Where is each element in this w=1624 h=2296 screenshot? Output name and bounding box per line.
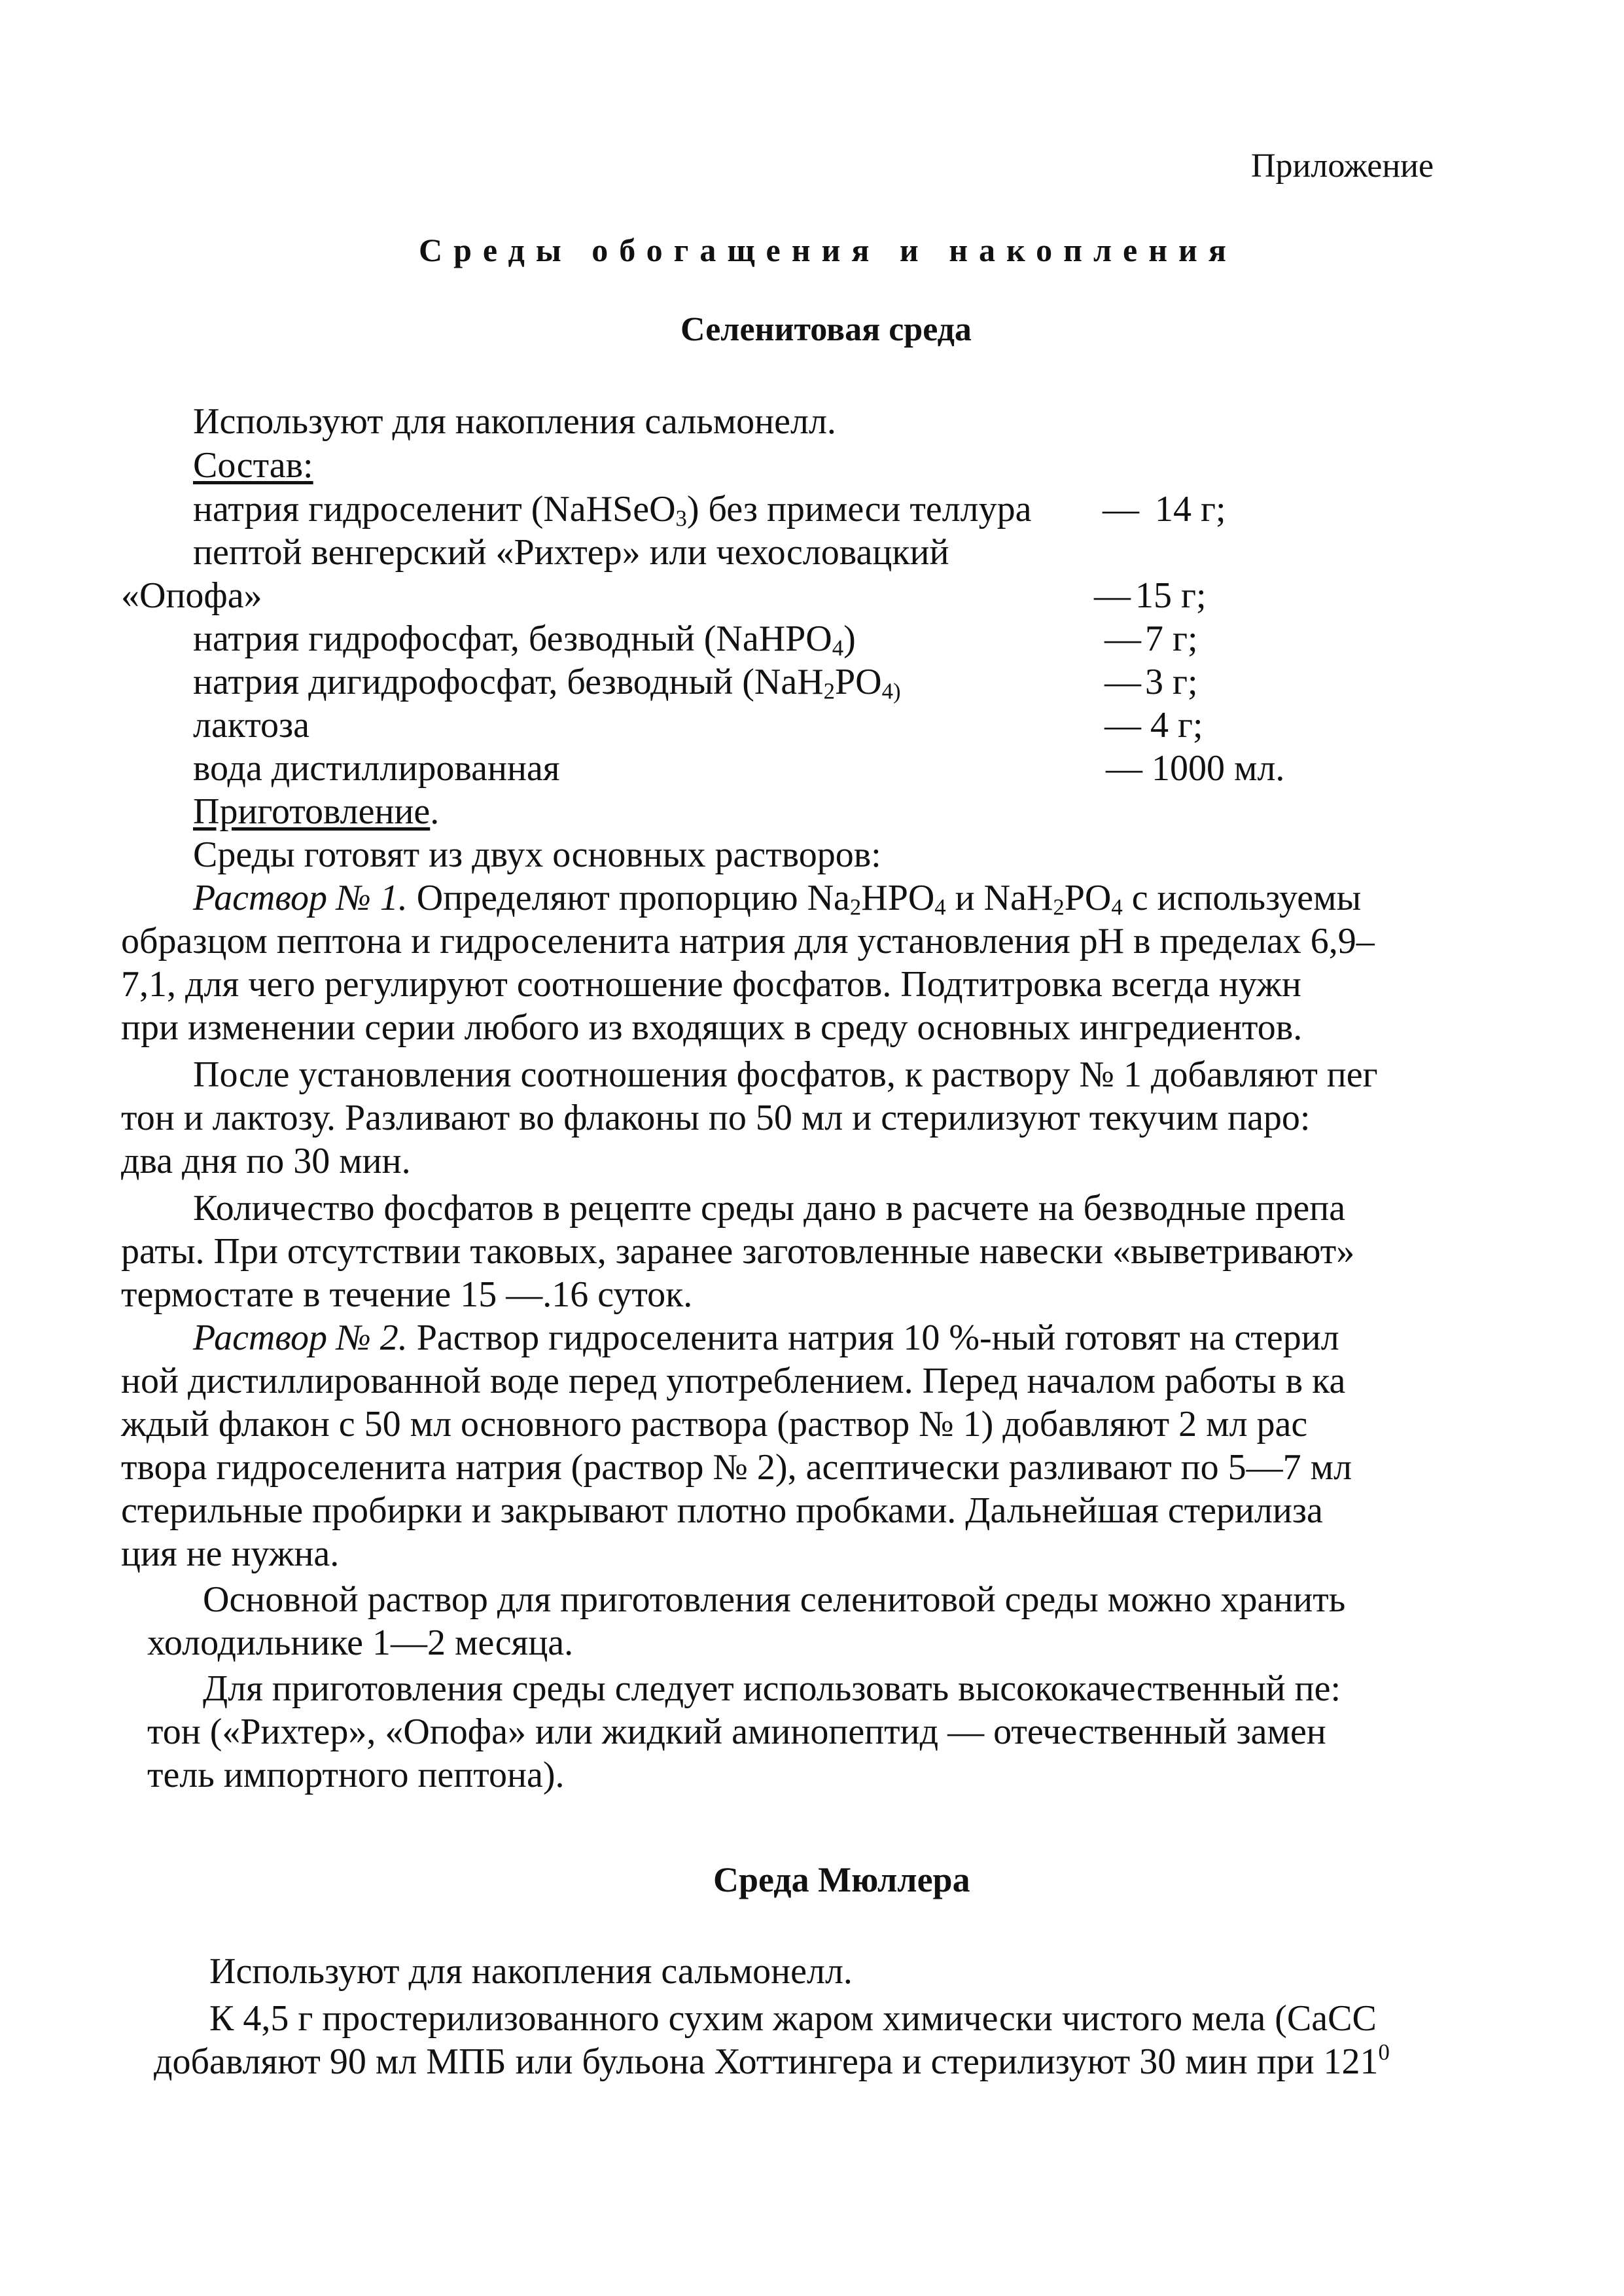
- paragraph-line: К 4,5 г простерилизованного сухим жаром химически чистого мела (CaCC: [209, 1998, 1377, 2039]
- paragraph-line: два дня по 30 мин.: [121, 1141, 411, 1181]
- appendix-label: Приложение: [1251, 147, 1434, 185]
- muller-usage: Используют для накопления сальмонелл.: [209, 1951, 853, 1992]
- paragraph-line: тон и лактозу. Разливают во флаконы по 50 мл и стерилизуют текучим паро:: [121, 1098, 1311, 1138]
- paragraph-line: раты. При отсутствии таковых, заранее заготовленные навески «выветривают»: [121, 1231, 1355, 1272]
- composition-dash: —: [1094, 575, 1131, 616]
- composition-amount: 3 г;: [1145, 662, 1198, 702]
- composition-item: натрия дигидрофосфат, безводный ($NaH_2PO_{4)}$: [193, 662, 901, 704]
- composition-amount: 1000 мл.: [1152, 748, 1285, 789]
- composition-item: вода дистиллированная: [193, 748, 560, 789]
- paragraph-line: ной дистиллированной воде перед употреблением. Перед началом работы в ка: [121, 1361, 1346, 1401]
- section-title-muller: Среда Мюллера: [713, 1860, 970, 1899]
- paragraph-line: Для приготовления среды следует использовать высококачественный пе:: [203, 1668, 1341, 1709]
- paragraph-line: стерильные пробирки и закрывают плотно пробками. Дальнейшая стерилиза: [121, 1490, 1323, 1531]
- composition-item: лактоза: [193, 705, 309, 745]
- composition-amount: 4 г;: [1150, 705, 1203, 745]
- solution-2-line: Раствор № 2. Раствор гидроселенита натрия 10 %-ный готовят на стерил: [193, 1318, 1339, 1358]
- composition-dash: —: [1104, 662, 1141, 702]
- solution-1-line: Раствор № 1. Определяют пропорцию $Na_2HPO_4$ и $NaH_2PO_4$ с используемы: [193, 878, 1362, 920]
- paragraph-line: После установления соотношения фосфатов, к раствору № 1 добавляют пег: [193, 1054, 1378, 1095]
- composition-item: «Опофа»: [121, 575, 262, 616]
- selenite-usage: Используют для накопления сальмонелл.: [193, 401, 836, 442]
- paragraph-line: 7,1, для чего регулируют соотношение фосфатов. Подтитровка всегда нужн: [121, 964, 1301, 1005]
- composition-amount: 15 г;: [1135, 575, 1207, 616]
- composition-amount: 14 г;: [1155, 489, 1226, 529]
- preparation-label: Приготовление.: [193, 791, 440, 832]
- composition-dash: —: [1103, 489, 1139, 529]
- composition-item: пептой венгерский «Рихтер» или чехословацкий: [193, 532, 949, 573]
- paragraph-line: термостате в течение 15 —.16 суток.: [121, 1274, 693, 1315]
- composition-dash: —: [1104, 619, 1141, 659]
- paragraph-line: ция не нужна.: [121, 1534, 340, 1574]
- paragraph-line: при изменении серии любого из входящих в среду основных ингредиентов.: [121, 1007, 1303, 1048]
- composition-dash: —: [1104, 705, 1141, 745]
- paragraph-line: Количество фосфатов в рецепте среды дано в расчете на безводные препа: [193, 1188, 1346, 1229]
- section-title-selenite: Селенитовая среда: [680, 311, 972, 348]
- paragraph-line: тон («Рихтер», «Опофа» или жидкий аминопептид — отечественный замен: [147, 1712, 1326, 1752]
- preparation-intro: Среды готовят из двух основных растворов:: [193, 834, 881, 875]
- paragraph-line: тель импортного пептона).: [147, 1755, 565, 1795]
- main-heading: Среды обогащения и накопления: [419, 232, 1237, 268]
- paragraph-line: добавляют 90 мл МПБ или бульона Хоттингера и стерилизуют 30 мин при $121^0$: [154, 2039, 1390, 2082]
- composition-item: натрия гидроселенит (NaHSeO$_3$) без примеси теллура: [193, 489, 1032, 531]
- paragraph-line: Основной раствор для приготовления селенитовой среды можно хранить: [203, 1579, 1346, 1620]
- composition-item: натрия гидрофосфат, безводный (NaHPO$_4$): [193, 619, 856, 661]
- paragraph-line: холодильнике 1—2 месяца.: [147, 1623, 574, 1663]
- composition-dash: —: [1106, 748, 1142, 789]
- paragraph-line: твора гидроселенита натрия (раствор № 2), асептически разливают по 5—7 мл: [121, 1447, 1352, 1488]
- composition-amount: 7 г;: [1145, 619, 1198, 659]
- paragraph-line: образцом пептона и гидроселенита натрия для установления рН в пределах 6,9–: [121, 921, 1375, 961]
- composition-label: Состав:: [193, 445, 313, 486]
- paragraph-line: ждый флакон с 50 мл основного раствора (раствор № 1) добавляют 2 мл рас: [121, 1404, 1308, 1444]
